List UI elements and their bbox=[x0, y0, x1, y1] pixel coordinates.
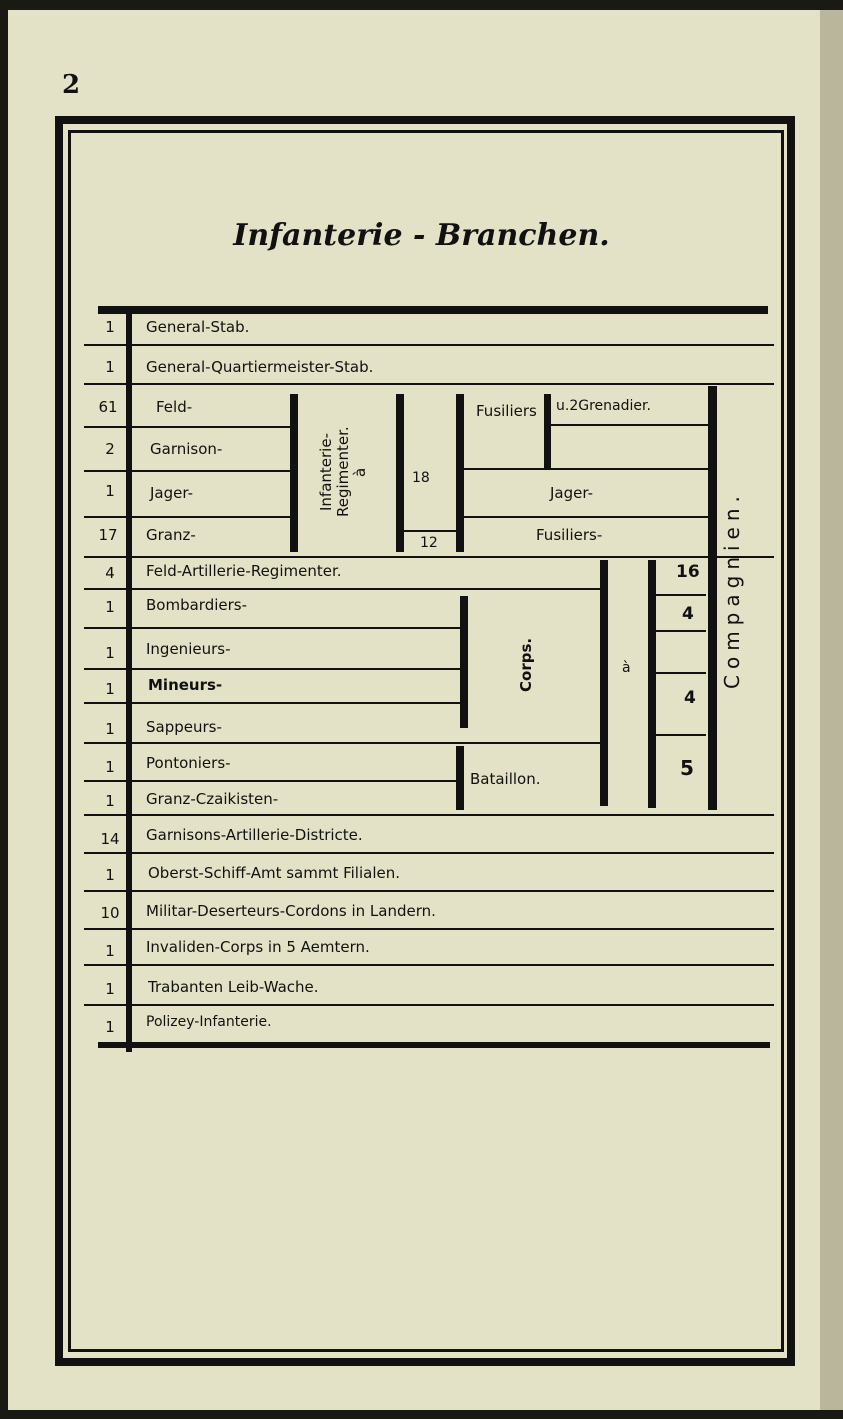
row-label: Jager- bbox=[150, 484, 193, 502]
table-bottom-rule bbox=[98, 1042, 770, 1048]
row-line bbox=[84, 426, 290, 428]
infantry-brace-mid bbox=[396, 394, 404, 552]
row-line bbox=[84, 814, 774, 816]
count-line bbox=[656, 630, 706, 632]
count-upper: 18 bbox=[412, 470, 430, 486]
row-number: 1 bbox=[105, 758, 115, 776]
company-count: 16 bbox=[676, 562, 700, 582]
page-title: Infanterie - Branchen. bbox=[233, 218, 610, 253]
jager-label: Jager- bbox=[550, 484, 593, 502]
infantry-brace-left bbox=[290, 394, 298, 552]
row-label: General-Stab. bbox=[146, 318, 250, 336]
count-line bbox=[656, 672, 706, 674]
row-line bbox=[84, 516, 290, 518]
bataillon-brace bbox=[456, 746, 464, 810]
count-line bbox=[656, 734, 706, 736]
row-number: 10 bbox=[100, 904, 120, 922]
row-number: 1 bbox=[105, 1018, 115, 1036]
row-line bbox=[84, 964, 774, 966]
row-line bbox=[84, 780, 460, 782]
row-line bbox=[84, 702, 460, 704]
row-label: Ingenieurs- bbox=[146, 640, 231, 658]
row-line bbox=[84, 627, 460, 629]
a-label: à bbox=[622, 660, 631, 676]
row-number: 1 bbox=[105, 482, 115, 500]
count-lower: 12 bbox=[420, 535, 438, 551]
corps-brace bbox=[460, 596, 468, 728]
count-line bbox=[656, 594, 706, 596]
company-count: 4 bbox=[682, 604, 694, 624]
page-number: 2 bbox=[62, 70, 81, 100]
bataillon-label: Bataillon. bbox=[470, 770, 541, 788]
row-line bbox=[84, 852, 774, 854]
compagnien-label: Compagnien. bbox=[720, 490, 744, 690]
row-label: Feld-Artillerie-Regimenter. bbox=[146, 562, 342, 580]
row-line bbox=[84, 1004, 774, 1006]
row-line bbox=[84, 668, 460, 670]
row-label: Trabanten Leib-Wache. bbox=[148, 978, 319, 996]
row-line bbox=[84, 383, 774, 385]
row-number: 1 bbox=[105, 318, 115, 336]
grenadier-line bbox=[551, 424, 711, 426]
fusiliers-row-label: Fusiliers- bbox=[536, 526, 603, 544]
row-line bbox=[84, 556, 774, 558]
regiments-label bbox=[317, 392, 369, 552]
a-brace-right bbox=[648, 560, 656, 808]
row-number: 17 bbox=[98, 526, 118, 544]
fusiliers-line bbox=[464, 516, 710, 518]
row-label: General-Quartiermeister-Stab. bbox=[146, 358, 374, 376]
row-line bbox=[84, 588, 604, 590]
row-number: 61 bbox=[98, 398, 118, 416]
row-label: Granz- bbox=[146, 526, 196, 544]
regiments-text: Infanterie-Regimenter. bbox=[317, 426, 352, 518]
row-label: Polizey-Infanterie. bbox=[146, 1014, 272, 1030]
row-number: 4 bbox=[105, 564, 115, 582]
row-label: Feld- bbox=[156, 398, 193, 416]
row-number: 1 bbox=[105, 942, 115, 960]
table-top-rule bbox=[98, 306, 768, 314]
compagnien-rule bbox=[708, 386, 717, 810]
row-number: 1 bbox=[105, 680, 115, 698]
jager-line bbox=[464, 468, 710, 470]
row-label: Garnison- bbox=[150, 440, 223, 458]
row-number: 2 bbox=[105, 440, 115, 458]
row-number: 1 bbox=[105, 792, 115, 810]
grenadier-label: u.2Grenadier. bbox=[556, 398, 651, 414]
row-label: Sappeurs- bbox=[146, 718, 222, 736]
row-label: Mineurs- bbox=[148, 676, 223, 694]
row-label: Garnisons-Artillerie-Districte. bbox=[146, 826, 363, 844]
row-label: Granz-Czaikisten- bbox=[146, 790, 279, 808]
row-label: Pontoniers- bbox=[146, 754, 231, 772]
a-brace-left bbox=[600, 560, 608, 806]
row-line bbox=[84, 470, 290, 472]
row-number: 1 bbox=[105, 598, 115, 616]
row-label: Bombardiers- bbox=[146, 596, 248, 614]
company-count: 5 bbox=[680, 756, 694, 780]
company-count: 4 bbox=[684, 688, 696, 708]
row-label: Invaliden-Corps in 5 Aemtern. bbox=[146, 938, 370, 956]
infantry-brace-right bbox=[456, 394, 464, 552]
fusiliers-label: Fusiliers bbox=[476, 402, 537, 420]
row-number: 1 bbox=[105, 644, 115, 662]
row-line bbox=[84, 890, 774, 892]
row-number: 1 bbox=[105, 866, 115, 884]
row-label: Militar-Deserteurs-Cordons in Landern. bbox=[146, 902, 436, 920]
row-number: 1 bbox=[105, 980, 115, 998]
regiments-sub: à bbox=[351, 467, 369, 477]
count-divider bbox=[404, 530, 456, 532]
row-number: 1 bbox=[105, 720, 115, 738]
corps-label: Corps. bbox=[517, 637, 535, 693]
row-line bbox=[84, 742, 604, 744]
row-number: 14 bbox=[100, 830, 120, 848]
row-label: Oberst-Schiff-Amt sammt Filialen. bbox=[148, 864, 400, 882]
row-line bbox=[84, 344, 774, 346]
row-number: 1 bbox=[105, 358, 115, 376]
grenadier-divider bbox=[544, 394, 551, 468]
row-line bbox=[84, 928, 774, 930]
